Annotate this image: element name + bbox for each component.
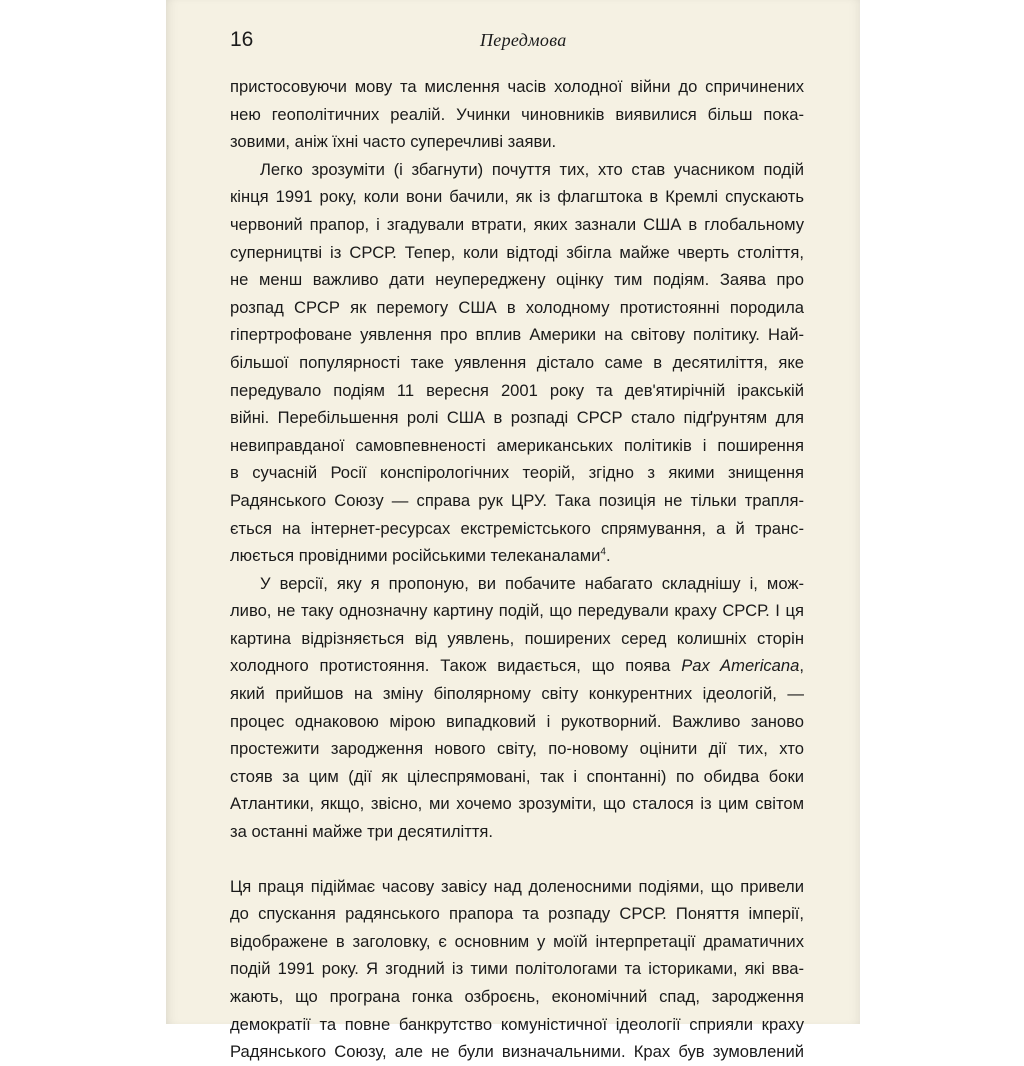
text-line: простежити зародження нового світу, по-новому оцінити дії тих, хто <box>230 739 804 759</box>
text-line: Радянського Союзу — справа рук ЦРУ. Така позиція не тільки трапля- <box>230 490 804 510</box>
sentence-end: . <box>605 546 611 566</box>
text-line: ється на інтернет-ресурсах екстремістського спрямування, а й транс- <box>230 518 804 538</box>
text-line: не менш важливо дати неупереджену оцінку тим подіям. Заява про <box>230 270 804 290</box>
text-line: стояв за цим (дії як цілеспрямовані, так і спонтанні) по обидва боки <box>230 766 804 786</box>
paragraph-4 <box>230 873 804 1066</box>
text-line: процес однаковою мірою випадковий і рукотворний. Важливо заново <box>230 711 804 731</box>
text-line: картина відрізняється від уявлень, поширених серед колишніх сторін <box>230 628 804 648</box>
text-line: подій 1991 року. Я згодний із тими політологами та істориками, які вва- <box>230 959 804 979</box>
body-text <box>230 73 804 1066</box>
text-line: в сучасній Росії конспірологічних теорій, згідно з якими знищення <box>230 463 804 483</box>
section-gap <box>230 846 804 873</box>
footnote-marker: 4 <box>600 546 606 558</box>
book-page <box>166 0 860 1062</box>
text-line-with-footnote <box>230 542 804 570</box>
text-line: У версії, яку я пропоную, ви побачите набагато складнішу і, мож- <box>260 573 804 593</box>
paragraph-2 <box>230 156 804 570</box>
text-line: який прийшов на зміну біполярному світу конкурентних ідеологій, — <box>230 684 804 704</box>
page-number: 16 <box>230 28 254 51</box>
text-line: війні. Перебільшення ролі США в розпаді СРСР стало підґрунтям для <box>230 408 804 428</box>
text-line: пристосовуючи мову та мислення часів холодної війни до спричинених <box>230 77 804 96</box>
text-line: холодного протистояння. Також видається, що поява <box>230 656 671 676</box>
text-line: розпад СРСР як перемогу США в холодному протистоянні породила <box>230 297 804 317</box>
paragraph-1 <box>230 73 804 156</box>
text-line: ливо, не таку однозначну картину подій, що передували краху СРСР. І ця <box>230 601 804 621</box>
text-line: суперництві із СРСР. Тепер, коли відтоді збігла майже чверть століття, <box>230 242 804 262</box>
text-line: за останні майже три десятиліття. <box>230 822 494 842</box>
text-line: Радянського Союзу, але не були визначальними. Крах був зумовлений <box>230 1042 804 1062</box>
running-head: Передмова <box>480 30 567 50</box>
text-line: відображене в заголовку, є основним у моїй інтерпретації драматичних <box>230 931 804 951</box>
text-line: передувало подіям 11 вересня 2001 року та дев'ятирічній іракській <box>230 380 804 400</box>
text-line: гіпертрофоване уявлення про вплив Америки на світову політику. Най- <box>230 325 804 345</box>
page-header <box>230 28 830 58</box>
text-line: Атлантики, якщо, звісно, ми хочемо зрозуміти, що сталося із цим світом <box>230 794 804 814</box>
italic-phrase: Pax Americana <box>681 656 800 676</box>
text-line: зовими, аніж їхні часто суперечливі заяви. <box>230 132 557 152</box>
text-line: кінця 1991 року, коли вони бачили, як із флагштока в Кремлі спускають <box>230 187 804 207</box>
text-line-with-italic <box>230 652 804 680</box>
text-line: жають, що програна гонка озброєнь, економічний спад, зародження <box>230 987 804 1006</box>
text-line: люється провідними російськими телеканалами <box>230 546 601 566</box>
paragraph-3 <box>230 570 804 846</box>
text-line: невиправданої самовпевненості американських політиків і поширення <box>230 435 804 455</box>
text-line: більшої популярності таке уявлення дістало саме в десятиліття, яке <box>230 352 804 372</box>
punctuation: , <box>799 656 804 676</box>
text-line: нею геополітичних реалій. Учинки чиновників виявилися більш пока- <box>230 104 804 124</box>
text-line: червоний прапор, і згадували втрати, яких зазнали США в глобальному <box>230 214 804 234</box>
text-line: Легко зрозуміти (і збагнути) почуття тих, хто став учасником подій <box>260 159 804 179</box>
text-line: Ця праця підіймає часову завісу над доленосними подіями, що привели <box>230 876 804 896</box>
text-line: демократії та повне банкрутство комуністичної ідеології сприяли краху <box>230 1014 804 1034</box>
text-line: до спускання радянського прапора та розпаду СРСР. Поняття імперії, <box>230 904 804 924</box>
